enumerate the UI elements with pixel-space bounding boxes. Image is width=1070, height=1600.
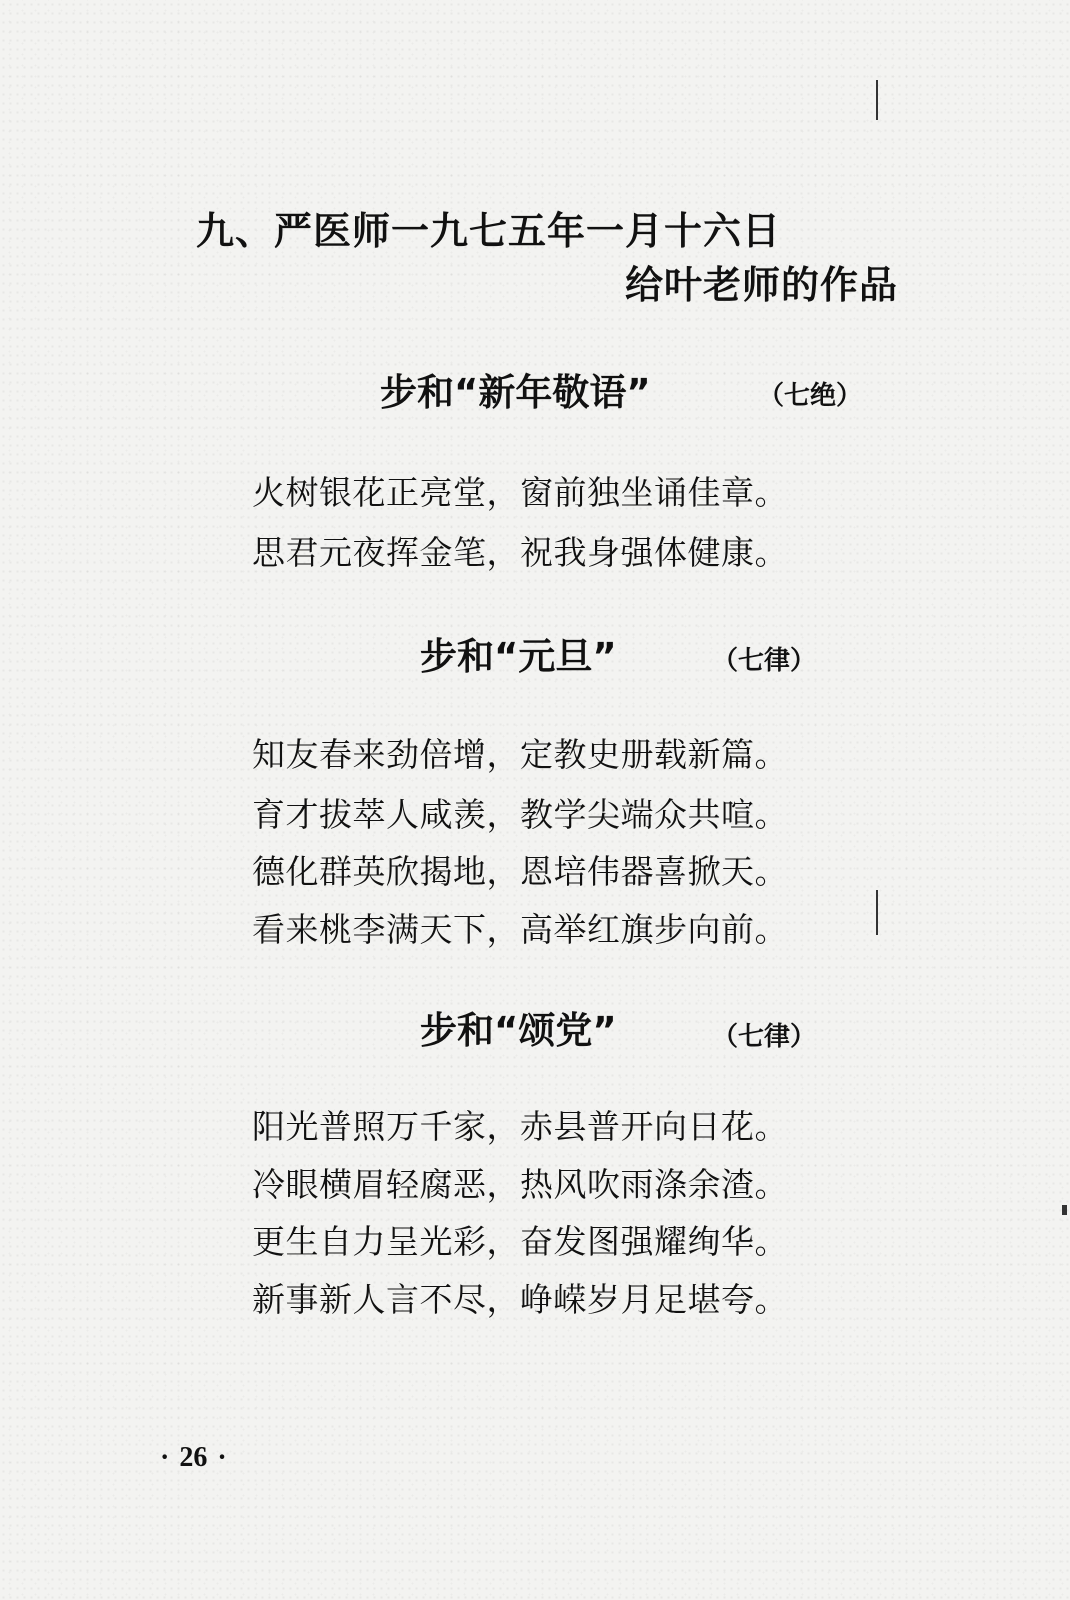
poem-title-2: 步和“元旦”	[420, 635, 617, 678]
poem-2-line-3: 德化群英欣揭地，恩培伟器喜掀天。	[252, 852, 788, 891]
page-number-bullet-right: ·	[217, 1442, 227, 1473]
section-heading-line-2: 给叶老师的作品	[625, 263, 899, 307]
poem-form-1: （七绝）	[758, 381, 863, 411]
section-heading-line-1: 九、严医师一九七五年一月十六日	[196, 209, 782, 253]
poem-3-line-4: 新事新人言不尽，峥嵘岁月足堪夸。	[252, 1280, 788, 1319]
scan-mark	[876, 890, 878, 935]
poem-form-2: （七律）	[712, 646, 817, 676]
poem-2-line-4: 看来桃李满天下，高举红旗步向前。	[252, 910, 788, 949]
poem-3-line-2: 冷眼横眉轻腐恶，热风吹雨涤余渣。	[252, 1165, 788, 1204]
poem-title-1: 步和“新年敬语”	[380, 371, 651, 414]
scan-mark	[1062, 1205, 1067, 1215]
scan-mark	[876, 80, 878, 120]
poem-2-line-2: 育才拔萃人咸羡，教学尖端众共喧。	[252, 795, 788, 834]
poem-1-line-1: 火树银花正亮堂，窗前独坐诵佳章。	[252, 473, 788, 512]
poem-3-line-3: 更生自力呈光彩，奋发图强耀绚华。	[252, 1222, 788, 1261]
page-number-bullet-left: ·	[160, 1442, 170, 1473]
poem-2-line-1: 知友春来劲倍增，定教史册载新篇。	[252, 735, 788, 774]
poem-3-line-1: 阳光普照万千家，赤县普开向日花。	[252, 1107, 788, 1146]
poem-1-line-2: 思君元夜挥金笔，祝我身强体健康。	[252, 533, 788, 572]
poem-form-3: （七律）	[712, 1022, 817, 1052]
page-number	[150, 1442, 237, 1474]
poem-title-3: 步和“颂党”	[420, 1009, 617, 1052]
page-number-value: 26	[179, 1442, 208, 1473]
